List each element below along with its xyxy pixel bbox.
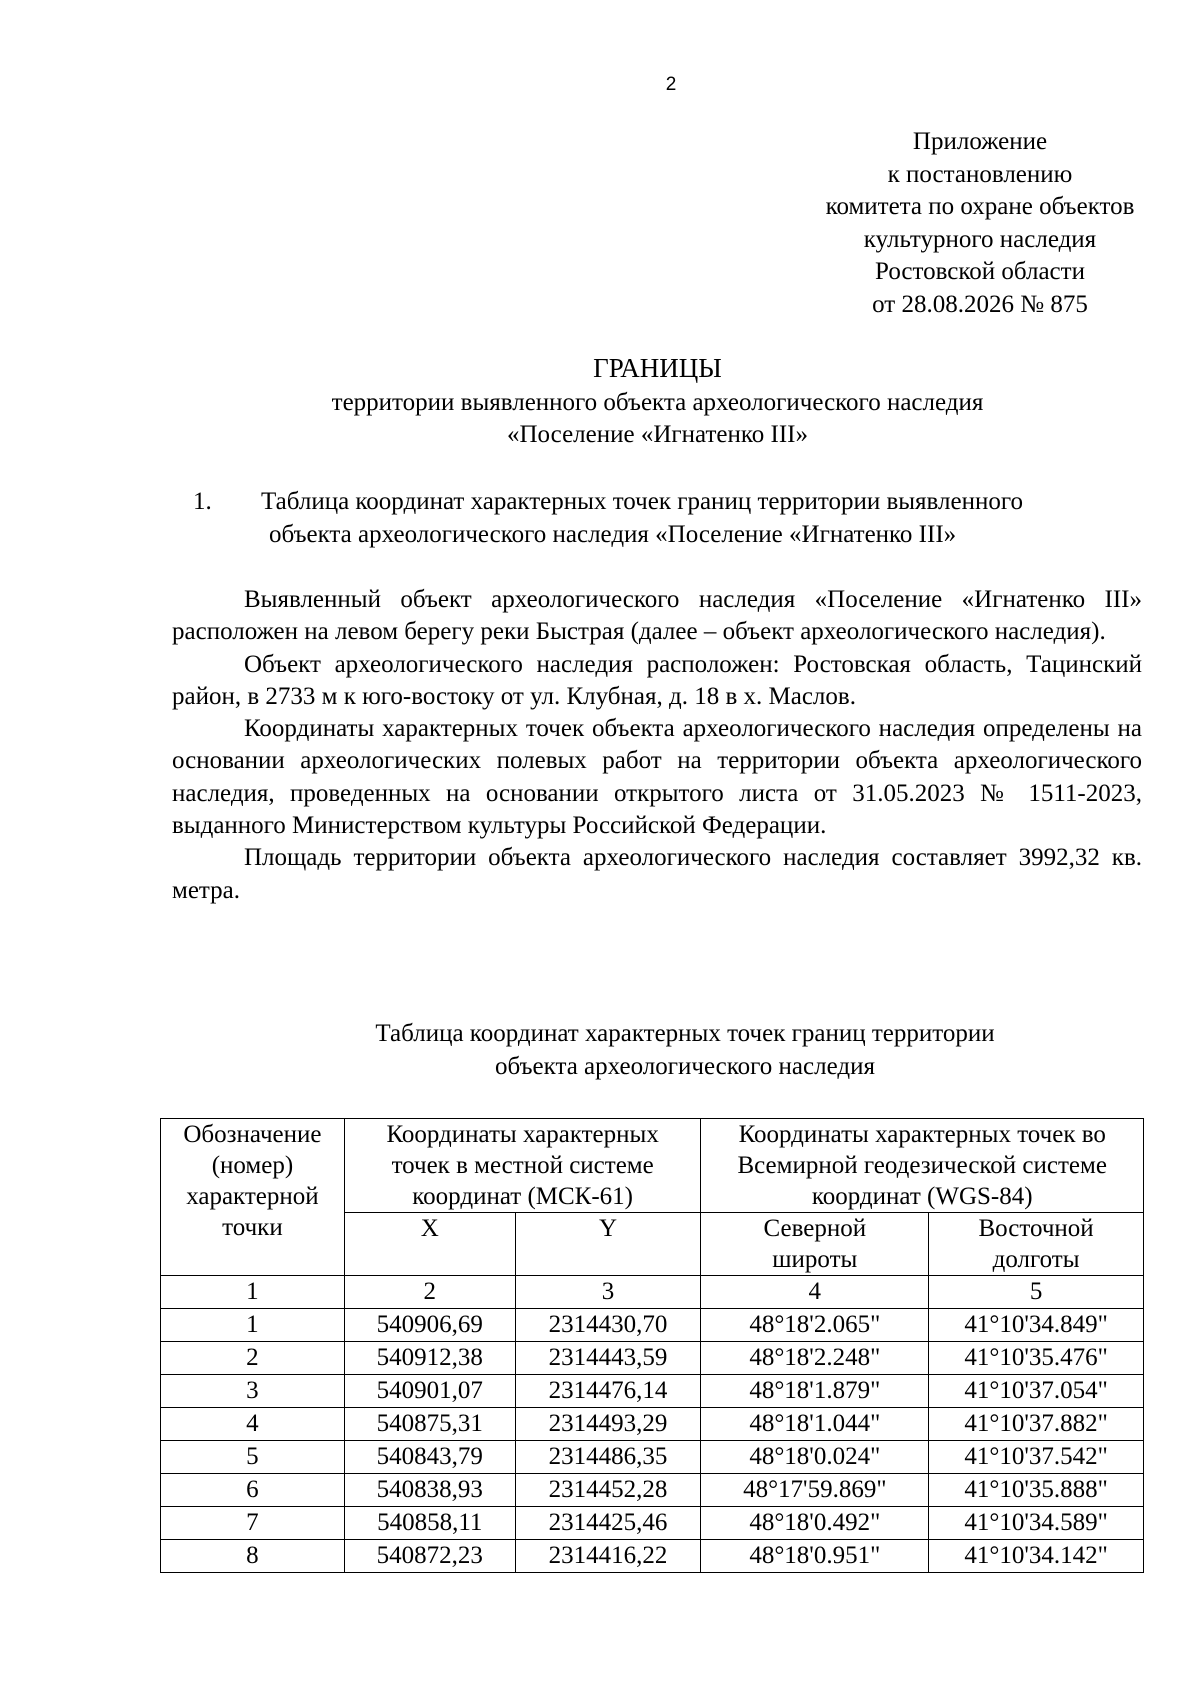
table-cell: 2314452,28 [515,1474,701,1507]
table-cell: 2314443,59 [515,1342,701,1375]
table-cell: 2314416,22 [515,1540,701,1573]
appendix-block [760,126,1200,321]
appendix-line: комитета по охране объектов [825,193,1135,220]
document-heading [170,352,1145,452]
appendix-line: культурного наследия [863,225,1097,253]
table-cell: 1 [161,1276,345,1309]
section-number: 1. [193,488,212,515]
header-y: Y [515,1213,701,1276]
table-cell: 41°10'37.542" [929,1441,1144,1474]
column-number-row [161,1276,1144,1309]
table-cell: 540858,11 [344,1507,515,1540]
table-caption-line: Таблица координат характерных точек границ территории [375,1020,995,1047]
section-title [261,486,1150,551]
paragraph: Выявленный объект археологического наследия «Поселение «Игнатенко III» расположен на левом берегу реки Быстрая (далее – объект археологического наследия). [172,586,1142,646]
table-row [161,1309,1144,1342]
header-east-longitude: Восточной долготы [929,1213,1144,1276]
table-row [161,1408,1144,1441]
table-cell: 41°10'37.882" [929,1408,1144,1441]
table-cell: 41°10'34.849" [929,1309,1144,1342]
table-cell: 2 [344,1276,515,1309]
table-cell: 540872,23 [344,1540,515,1573]
header-msk-coordinates: Координаты характерных точек в местной системе координат (МСК-61) [344,1119,701,1213]
header-north-latitude: Северной широты [701,1213,929,1276]
table-cell: 48°18'1.879" [701,1375,929,1408]
body-text [172,584,1142,907]
coordinates-table [160,1118,1144,1573]
table-row [161,1342,1144,1375]
heading-subtitle: «Поселение «Игнатенко III» [507,421,808,448]
table-cell: 4 [701,1276,929,1309]
table-cell: 3 [161,1375,345,1408]
table-cell: 48°17'59.869" [701,1474,929,1507]
table-cell: 4 [161,1408,345,1441]
table-cell: 48°18'0.951" [701,1540,929,1573]
table-cell: 41°10'34.142" [929,1540,1144,1573]
appendix-line: от 28.08.2026 № 875 [872,290,1088,318]
section-title-line: объекта археологического наследия «Поселение «Игнатенко III» [269,520,957,548]
header-point-designation: Обозначение (номер) характерной точки [161,1119,345,1276]
table-cell: 8 [161,1540,345,1573]
table-cell: 2314476,14 [515,1375,701,1408]
appendix-line: к постановлению [887,160,1073,188]
appendix-line: Ростовской области [875,258,1085,285]
table-cell: 540912,38 [344,1342,515,1375]
table-cell: 48°18'0.024" [701,1441,929,1474]
table-cell: 1 [161,1309,345,1342]
table-cell: 2314425,46 [515,1507,701,1540]
table-header-row [161,1119,1144,1213]
table-row [161,1507,1144,1540]
table-cell: 41°10'35.476" [929,1342,1144,1375]
table-cell: 540901,07 [344,1375,515,1408]
table-cell: 41°10'37.054" [929,1375,1144,1408]
table-cell: 5 [161,1441,345,1474]
table-cell: 6 [161,1474,345,1507]
page-number: 2 [665,74,677,95]
table-cell: 48°18'0.492" [701,1507,929,1540]
table-cell: 2314430,70 [515,1309,701,1342]
heading-subtitle: территории выявленного объекта археологического наследия [331,388,984,416]
table-cell: 48°18'2.248" [701,1342,929,1375]
table-row [161,1441,1144,1474]
table-row [161,1375,1144,1408]
table-row [161,1474,1144,1507]
section-title-line: Таблица координат характерных точек границ территории выявленного [261,488,1023,515]
table-cell: 540875,31 [344,1408,515,1441]
table-cell: 7 [161,1507,345,1540]
table-caption-line: объекта археологического наследия [495,1052,875,1080]
table-cell: 48°18'2.065" [701,1309,929,1342]
paragraph: Координаты характерных точек объекта археологического наследия определены на основании археологических полевых работ на территории объекта археологического наследия, проведенных на основании открытого листа от 31.05.2023 № 1511-2023, выданного Министерством культуры Российской Федерации. [172,715,1142,840]
table-cell: 41°10'35.888" [929,1474,1144,1507]
table-caption [160,1018,1200,1083]
header-x: X [344,1213,515,1276]
appendix-line: Приложение [912,128,1048,155]
table-cell: 48°18'1.044" [701,1408,929,1441]
section-heading [175,486,1150,551]
table-cell: 3 [515,1276,701,1309]
document-title: ГРАНИЦЫ [593,353,722,383]
paragraph: Площадь территории объекта археологического наследия составляет 3992,32 кв. метра. [172,844,1142,904]
table-cell: 2 [161,1342,345,1375]
table-row [161,1540,1144,1573]
table-cell: 5 [929,1276,1144,1309]
table-cell: 2314486,35 [515,1441,701,1474]
table-cell: 540843,79 [344,1441,515,1474]
header-wgs-coordinates: Координаты характерных точек во Всемирной геодезической системе координат (WGS-84) [701,1119,1144,1213]
table-cell: 540838,93 [344,1474,515,1507]
table-cell: 41°10'34.589" [929,1507,1144,1540]
paragraph: Объект археологического наследия расположен: Ростовская область, Тацинский район, в 2733 м к юго-востоку от ул. Клубная, д. 18 в х. Маслов. [172,650,1142,710]
table-cell: 540906,69 [344,1309,515,1342]
table-cell: 2314493,29 [515,1408,701,1441]
